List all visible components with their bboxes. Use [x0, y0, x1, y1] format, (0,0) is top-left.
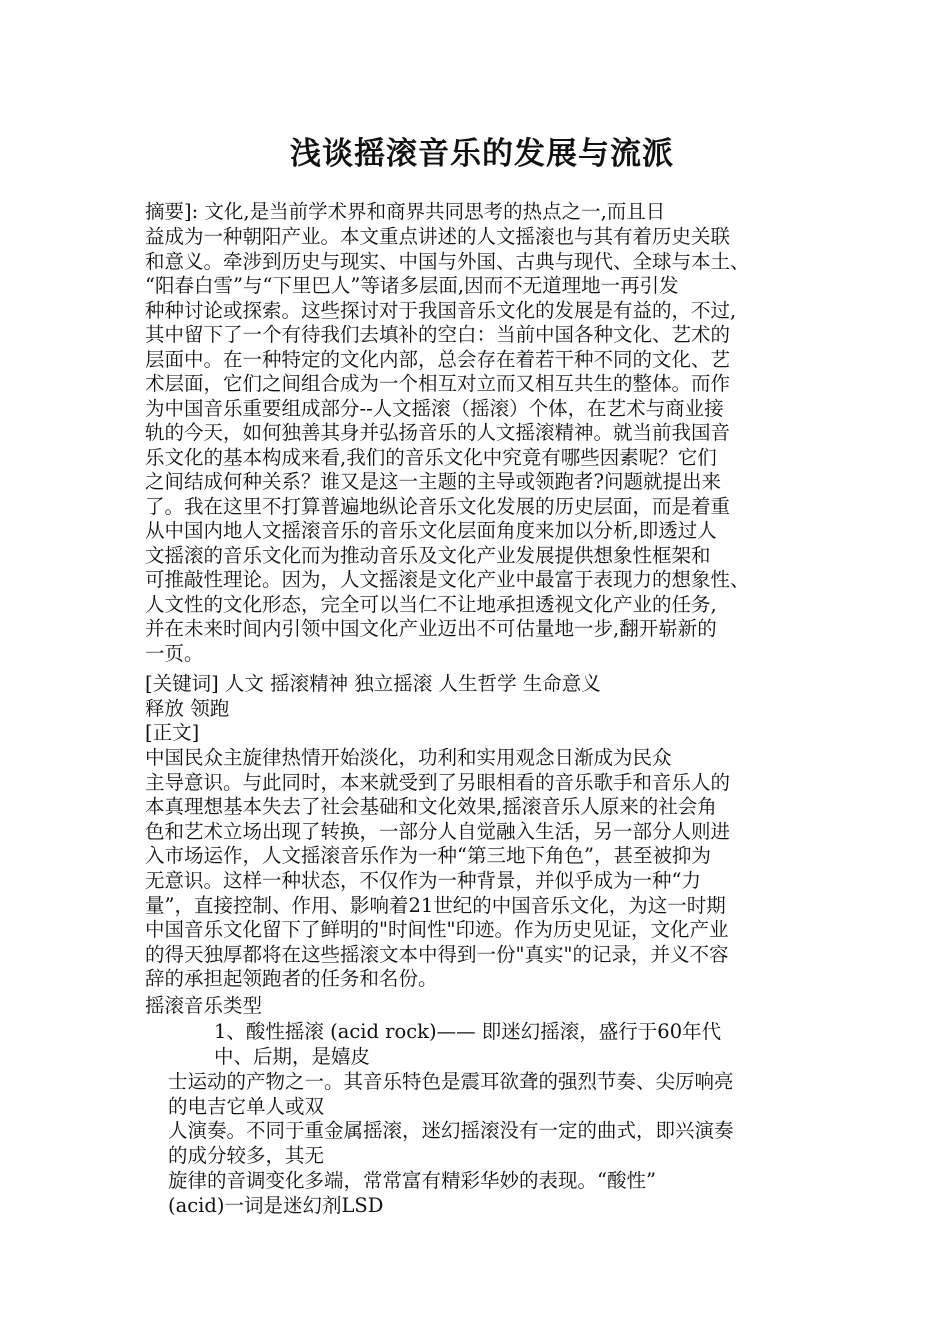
abstract-line: 一页。 — [145, 642, 204, 665]
abstract-line: 为中国音乐重要组成部分--人文摇滚（摇滚）个体，在艺术与商业接 — [145, 397, 724, 420]
abstract-line: 人文性的文化形态，完全可以当仁不让地承担透视文化产业的任务, — [145, 593, 717, 616]
body-line: 无意识。这样一种状态，不仅作为一种背景，并似乎成为一种“力 — [145, 869, 701, 892]
abstract-line: 文摇滚的音乐文化而为推动音乐及文化产业发展提供想象性框架和 — [145, 544, 711, 567]
body-line: 本真理想基本失去了社会基础和文化效果,摇滚音乐人原来的社会角 — [145, 795, 717, 818]
abstract-line: 了。我在这里不打算普遍地纵论音乐文化发展的历史层面，而是着重 — [145, 495, 731, 518]
abstract-line: 从中国内地人文摇滚音乐的音乐文化层面角度来加以分析,即透过人 — [145, 519, 717, 542]
abstract-line: “阳春白雪”与“下里巴人”等诸多层面,因而不无道理地一再引发 — [145, 274, 679, 297]
list-line: 人演奏。不同于重金属摇滚，迷幻摇滚没有一定的曲式，即兴演奏 — [168, 1119, 734, 1142]
keywords-line: 释放 领跑 — [145, 697, 230, 720]
body-line: 中国音乐文化留下了鲜明的"时间性"印迹。作为历史见证，文化产业 — [145, 918, 729, 941]
keywords-line: [关键词] 人文 摇滚精神 独立摇滚 人生哲学 生命意义 — [145, 672, 601, 695]
body-line: 中国民众主旋律热情开始淡化，功利和实用观念日渐成为民众 — [145, 746, 672, 769]
abstract-line: 和意义。牵涉到历史与现实、中国与外国、古典与现代、全球与本土、 — [145, 250, 750, 273]
abstract-line: 乐文化的基本构成来看,我们的音乐文化中究竟有哪些因素呢？它们 — [145, 446, 717, 469]
body-label: [正文] — [145, 721, 200, 744]
list-line: 1、酸性摇滚 (acid rock)—— 即迷幻摇滚，盛行于60年代 — [214, 1020, 722, 1043]
list-line: (acid)一词是迷幻剂LSD — [168, 1194, 384, 1217]
body-line: 色和艺术立场出现了转换，一部分人自觉融入生活，另一部分人则进 — [145, 820, 731, 843]
abstract-line: 摘要]: 文化,是当前学术界和商界共同思考的热点之一,而且日 — [145, 200, 666, 223]
abstract-line: 层面中。在一种特定的文化内部，总会存在着若干种不同的文化、艺 — [145, 348, 731, 371]
abstract-line: 益成为一种朝阳产业。本文重点讲述的人文摇滚也与其有着历史关联 — [145, 225, 731, 248]
body-line: 的得天独厚都将在这些摇滚文本中得到一份"真实"的记录，并义不容 — [145, 943, 729, 966]
list-line: 旋律的音调变化多端，常常富有精彩华妙的表现。“酸性” — [168, 1169, 656, 1192]
list-line: 的电吉它单人或双 — [168, 1095, 325, 1118]
abstract-line: 可推敲性理论。因为，人文摇滚是文化产业中最富于表现力的想象性、 — [145, 568, 750, 591]
body-line: 入市场运作，人文摇滚音乐作为一种“第三地下角色”，甚至被抑为 — [145, 844, 711, 867]
abstract-line: 并在未来时间内引领中国文化产业迈出不可估量地一步,翻开崭新的 — [145, 617, 717, 640]
body-line: 量”，直接控制、作用、影响着21世纪的中国音乐文化，为这一时期 — [145, 894, 726, 917]
abstract-line: 术层面，它们之间组合成为一个相互对立而又相互共生的整体。而作 — [145, 372, 731, 395]
abstract-line: 之间结成何种关系？谁又是这一主题的主导或领跑者?问题就提出来 — [145, 470, 721, 493]
abstract-line: 轨的今天，如何独善其身并弘扬音乐的人文摇滚精神。就当前我国音 — [145, 421, 731, 444]
abstract-line: 其中留下了一个有待我们去填补的空白：当前中国各种文化、艺术的 — [145, 323, 731, 346]
document-title: 浅谈摇滚音乐的发展与流派 — [290, 136, 674, 172]
body-line: 主导意识。与此同时，本来就受到了另眼相看的音乐歌手和音乐人的 — [145, 771, 731, 794]
list-line: 士运动的产物之一。其音乐特色是震耳欲聋的强烈节奏、尖厉响亮 — [168, 1070, 734, 1093]
abstract-line: 种种讨论或探索。这些探讨对于我国音乐文化的发展是有益的，不过, — [145, 299, 737, 322]
list-line: 的成分较多，其无 — [168, 1144, 325, 1167]
list-line: 中、后期，是嬉皮 — [214, 1045, 371, 1068]
body-line: 辞的承担起领跑者的任务和名份。 — [145, 967, 438, 990]
section-heading: 摇滚音乐类型 — [145, 994, 263, 1017]
